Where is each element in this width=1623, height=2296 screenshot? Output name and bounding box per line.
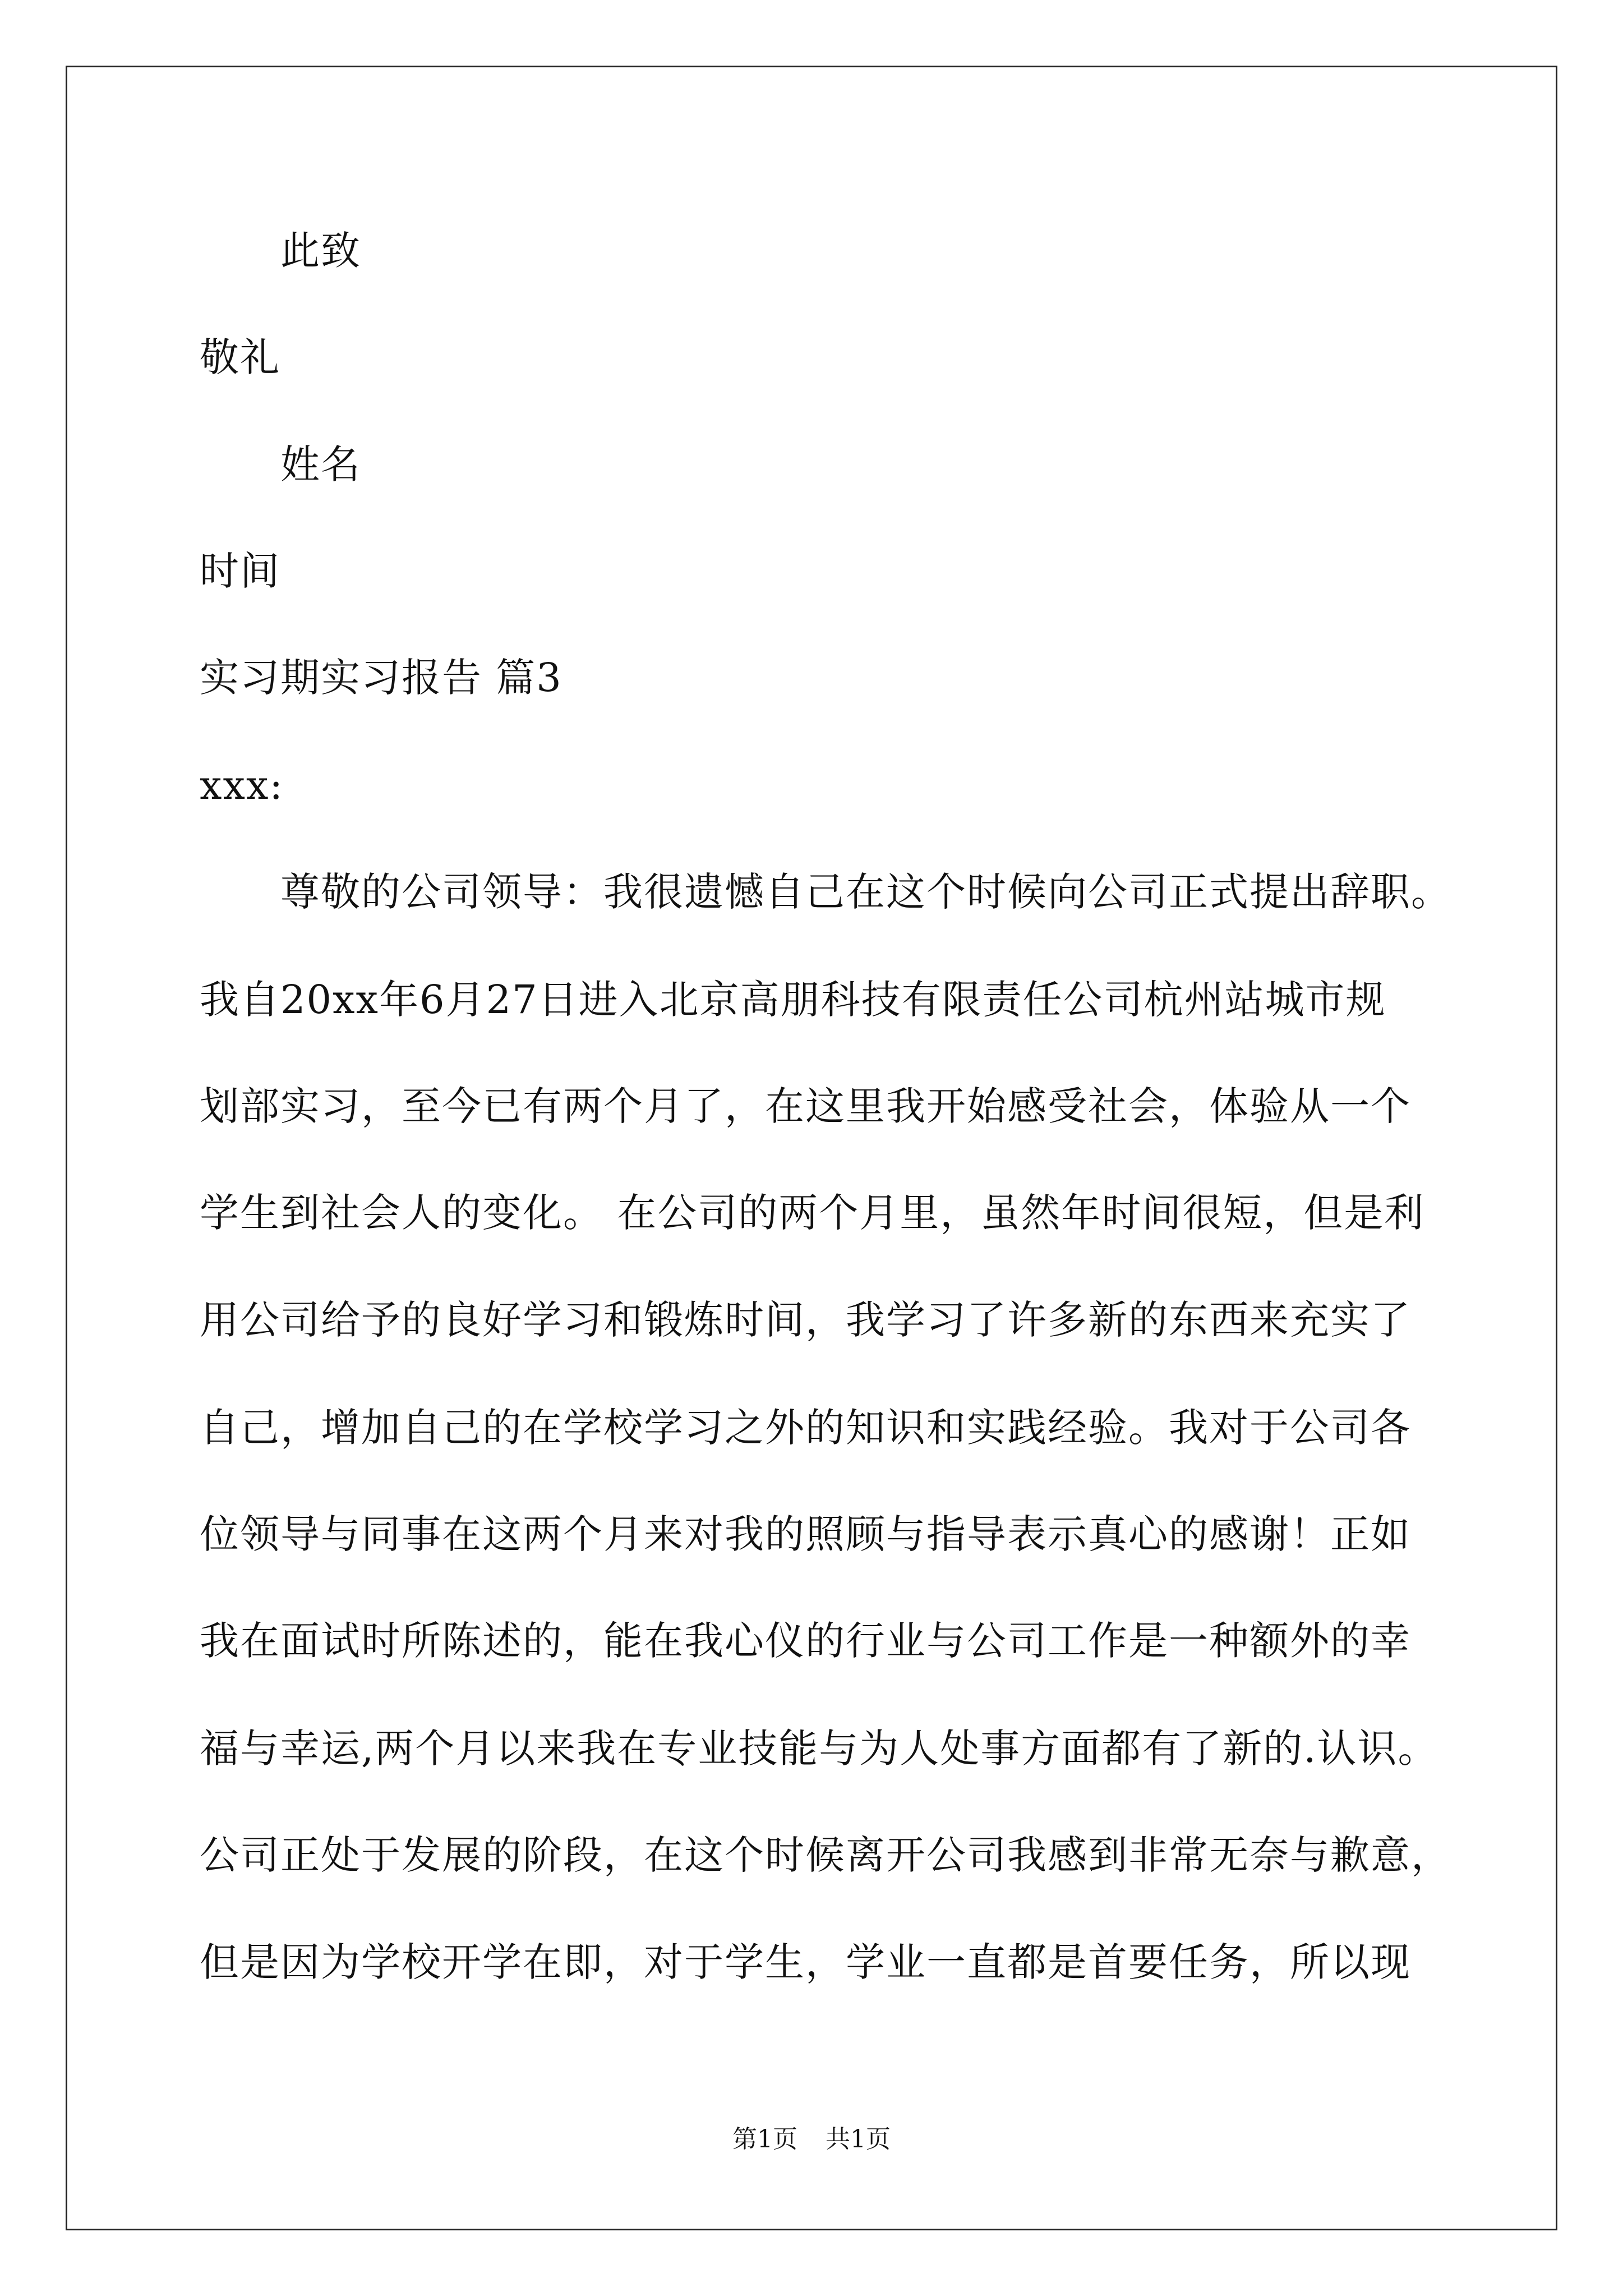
body-line: 福与幸运,两个月以来我在专业技能与为人处事方面都有了新的.认识。 (200, 1726, 1438, 1772)
page-footer (0, 2127, 1623, 2152)
body-line: 公司正处于发展的阶段，在这个时候离开公司我感到非常无奈与歉意， (200, 1832, 1451, 1878)
body-line: 我自20xx年6月27日进入北京高朋科技有限责任公司杭州站城市规 (200, 977, 1386, 1023)
body-line: 尊敬的公司领导：我很遗憾自己在这个时候向公司正式提出辞职。 (280, 869, 1451, 915)
signature-name: 姓名 (280, 441, 361, 487)
body-line: 自己，增加自己的在学校学习之外的知识和实践经验。我对于公司各 (200, 1405, 1411, 1451)
body-line: 位领导与同事在这两个月来对我的照顾与指导表示真心的感谢！正如 (200, 1511, 1411, 1557)
closing-line-1: 此致 (280, 228, 361, 274)
page-total: 共1页 (826, 2125, 891, 2154)
body-line: 但是因为学校开学在即，对于学生，学业一直都是首要任务，所以现 (200, 1939, 1411, 1985)
page-number: 第1页 (732, 2125, 797, 2154)
recipient-line: xxx: (200, 762, 284, 808)
body-line: 划部实习，至今已有两个月了，在这里我开始感受社会，体验从一个 (200, 1083, 1411, 1129)
signature-date: 时间 (200, 548, 280, 594)
page-border (66, 66, 1557, 2230)
section-title: 实习期实习报告 篇3 (200, 655, 562, 701)
body-line: 学生到社会人的变化。 在公司的两个月里，虽然年时间很短，但是利 (200, 1190, 1425, 1236)
body-line: 我在面试时所陈述的，能在我心仪的行业与公司工作是一种额外的幸 (200, 1618, 1411, 1664)
body-line: 用公司给予的良好学习和锻炼时间，我学习了许多新的东西来充实了 (200, 1297, 1411, 1343)
closing-line-2: 敬礼 (200, 334, 280, 380)
